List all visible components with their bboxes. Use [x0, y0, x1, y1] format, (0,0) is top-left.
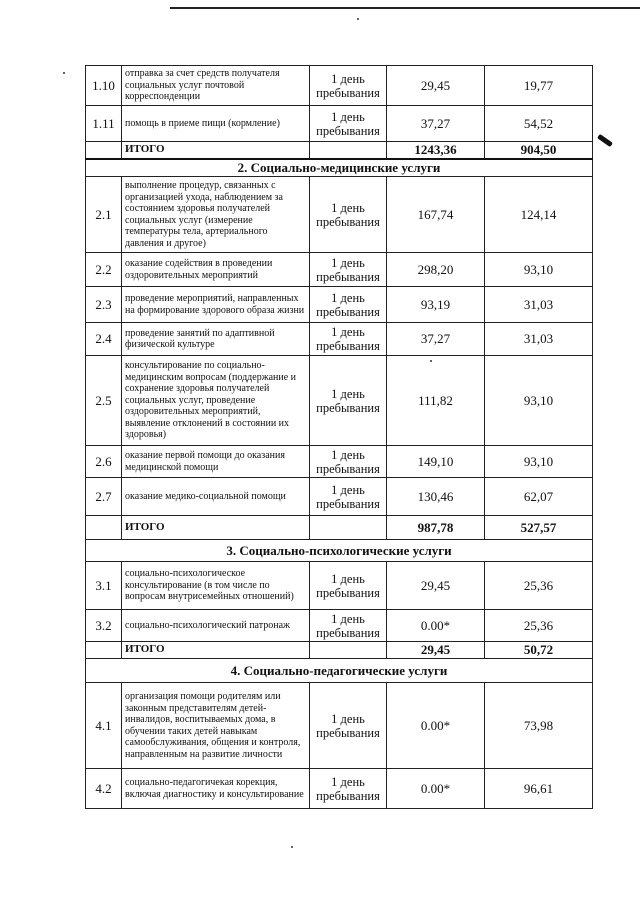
service-name: проведение занятий по адаптивной физической культуре — [122, 323, 310, 356]
unit-of-measure — [310, 642, 387, 659]
tariff-value-2: 31,03 — [485, 323, 593, 356]
service-name: проведение мероприятий, направленных на формирование здорового образа жизни — [122, 287, 310, 323]
tariff-value-2: 124,14 — [485, 177, 593, 253]
section-title: 2. Социально-медицинские услуги — [86, 159, 593, 177]
unit-of-measure: 1 день пребывания — [310, 562, 387, 610]
tariff-value-1: 37,27 — [387, 106, 485, 142]
row-number: 2.3 — [86, 287, 122, 323]
tariff-value-2: 25,36 — [485, 610, 593, 642]
service-name: оказание содействия в проведении оздоровительных мероприятий — [122, 253, 310, 287]
row-number — [86, 142, 122, 160]
tariff-value-1: 111,82 — [387, 356, 485, 446]
tariff-value-2: 31,03 — [485, 287, 593, 323]
tariff-value-2: 73,98 — [485, 683, 593, 769]
section-title: 4. Социально-педагогические услуги — [86, 659, 593, 683]
service-name: отправка за счет средств получателя социальных услуг почтовой корреспонденции — [122, 66, 310, 106]
row-number: 3.1 — [86, 562, 122, 610]
tariff-value-2: 93,10 — [485, 446, 593, 478]
row-number: 2.4 — [86, 323, 122, 356]
scan-speck — [357, 18, 359, 20]
table-row — [86, 323, 593, 356]
tariff-value-2: 62,07 — [485, 478, 593, 516]
tariff-value-1: 1243,36 — [387, 142, 485, 160]
section-header-row — [86, 540, 593, 562]
service-name: социально-психологическое консультирование (в том числе по вопросам внутрисемейных отношений) — [122, 562, 310, 610]
row-number: 1.11 — [86, 106, 122, 142]
table-row — [86, 446, 593, 478]
table-row — [86, 356, 593, 446]
tariff-value-1: 37,27 — [387, 323, 485, 356]
service-name: оказание первой помощи до оказания медицинской помощи — [122, 446, 310, 478]
tariff-value-2: 904,50 — [485, 142, 593, 160]
table-row — [86, 769, 593, 809]
tariff-value-1: 29,45 — [387, 642, 485, 659]
table-row — [86, 253, 593, 287]
section-header-row — [86, 159, 593, 177]
tariff-value-2: 93,10 — [485, 253, 593, 287]
service-name: социально-педагогичекая корекция, включая диагностику и консультирование — [122, 769, 310, 809]
service-name: ИТОГО — [122, 516, 310, 540]
row-number — [86, 642, 122, 659]
service-name: ИТОГО — [122, 642, 310, 659]
tariff-value-2: 19,77 — [485, 66, 593, 106]
unit-of-measure — [310, 516, 387, 540]
unit-of-measure: 1 день пребывания — [310, 478, 387, 516]
row-number: 2.2 — [86, 253, 122, 287]
service-name: оказание медико-социальной помощи — [122, 478, 310, 516]
unit-of-measure: 1 день пребывания — [310, 253, 387, 287]
table-row — [86, 683, 593, 769]
scan-speck — [63, 72, 65, 74]
unit-of-measure — [310, 142, 387, 160]
table-row — [86, 287, 593, 323]
total-row — [86, 516, 593, 540]
unit-of-measure: 1 день пребывания — [310, 66, 387, 106]
section-header-row — [86, 659, 593, 683]
service-name: социально-психологический патронаж — [122, 610, 310, 642]
tariff-table-body — [86, 66, 593, 809]
row-number: 4.1 — [86, 683, 122, 769]
table-row — [86, 478, 593, 516]
service-name: выполнение процедур, связанных с организацией ухода, наблюдением за состоянием здоровья получателей социальных услуг (измерение температуры тела, артериального давления и другое) — [122, 177, 310, 253]
unit-of-measure: 1 день пребывания — [310, 769, 387, 809]
tariff-value-1: 29,45 — [387, 66, 485, 106]
service-name: ИТОГО — [122, 142, 310, 160]
table-row — [86, 66, 593, 106]
table-row — [86, 177, 593, 253]
row-number: 2.1 — [86, 177, 122, 253]
unit-of-measure: 1 день пребывания — [310, 323, 387, 356]
tariff-value-1: 987,78 — [387, 516, 485, 540]
tariff-value-2: 96,61 — [485, 769, 593, 809]
tariff-value-1: 130,46 — [387, 478, 485, 516]
row-number: 4.2 — [86, 769, 122, 809]
row-number: 2.6 — [86, 446, 122, 478]
tariff-value-1: 0.00* — [387, 610, 485, 642]
table-row — [86, 610, 593, 642]
unit-of-measure: 1 день пребывания — [310, 177, 387, 253]
row-number — [86, 516, 122, 540]
row-number: 2.7 — [86, 478, 122, 516]
unit-of-measure: 1 день пребывания — [310, 356, 387, 446]
tariff-value-1: 93,19 — [387, 287, 485, 323]
unit-of-measure: 1 день пребывания — [310, 287, 387, 323]
tariff-value-1: 29,45 — [387, 562, 485, 610]
tariff-value-1: 0.00* — [387, 683, 485, 769]
total-row — [86, 642, 593, 659]
unit-of-measure: 1 день пребывания — [310, 446, 387, 478]
total-row — [86, 142, 593, 160]
section-title: 3. Социально-психологические услуги — [86, 540, 593, 562]
unit-of-measure: 1 день пребывания — [310, 610, 387, 642]
row-number: 1.10 — [86, 66, 122, 106]
margin-pen-mark — [597, 134, 613, 147]
tariff-value-2: 527,57 — [485, 516, 593, 540]
service-name: консультирование по социально-медицинским вопросам (поддержание и сохранение здоровья получателей социальных услуг, проведение оздоровительных мероприятий, выявление отклонений в состоянии их здоровья) — [122, 356, 310, 446]
service-name: помощь в приеме пищи (кормление) — [122, 106, 310, 142]
table-row — [86, 106, 593, 142]
tariff-value-2: 54,52 — [485, 106, 593, 142]
top-border-line — [170, 7, 640, 9]
tariff-table — [85, 65, 593, 809]
tariff-value-2: 93,10 — [485, 356, 593, 446]
scan-speck — [291, 846, 293, 848]
tariff-value-1: 149,10 — [387, 446, 485, 478]
tariff-value-1: 0.00* — [387, 769, 485, 809]
tariff-value-1: 298,20 — [387, 253, 485, 287]
row-number: 3.2 — [86, 610, 122, 642]
row-number: 2.5 — [86, 356, 122, 446]
table-row — [86, 562, 593, 610]
service-name: организация помощи родителям или законным представителям детей-инвалидов, воспитываемых дома, в обучении таких детей навыкам самообслуживания, общения и контроля, направленным на развитие личности — [122, 683, 310, 769]
unit-of-measure: 1 день пребывания — [310, 106, 387, 142]
unit-of-measure: 1 день пребывания — [310, 683, 387, 769]
tariff-value-1: 167,74 — [387, 177, 485, 253]
tariff-value-2: 25,36 — [485, 562, 593, 610]
tariff-value-2: 50,72 — [485, 642, 593, 659]
